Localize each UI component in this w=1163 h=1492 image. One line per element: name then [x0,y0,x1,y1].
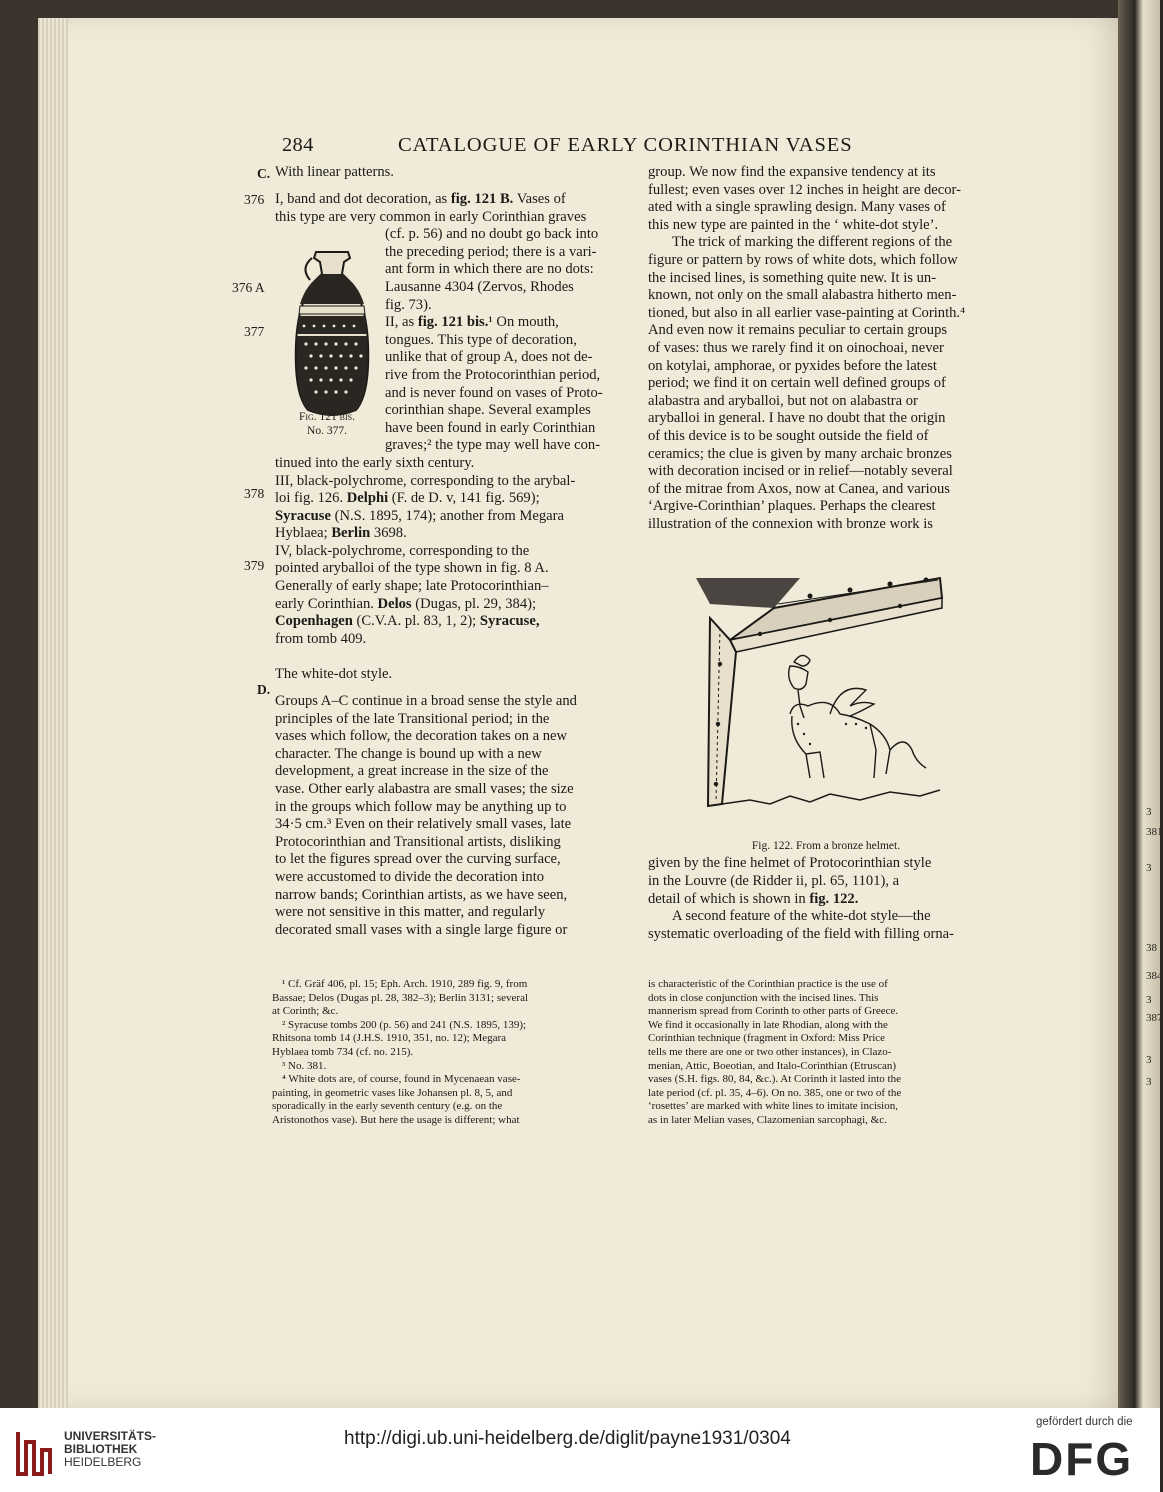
section-d-title: The white-dot style. [275,666,393,683]
entry-376-line [275,191,629,209]
entry-376-line: (cf. p. 56) and no doubt go back into [385,226,599,243]
entry-378-line [275,508,629,526]
paragraph-line: given by the fine helmet of Protocorinthian style [648,855,932,872]
university-library-logo-icon[interactable] [14,1428,54,1478]
paragraph-line: of vases: thus we rarely find it on oinochoai, never [648,339,944,356]
paragraph-line: tioned, but also in all earlier vase-painting at Corinth.⁴ [648,304,966,321]
footnote-line: at Corinth; &c. [272,1005,339,1018]
footnote-line: late period (cf. pl. 35, 4–6). On no. 385, one or two of the [648,1086,902,1099]
paragraph-line: to let the figures spread over the curving surface, [275,851,561,868]
gutter-number: 384 [1146,970,1163,982]
paragraph-line: figure or pattern by rows of white dots, which follow [648,251,958,268]
footnote-line: mannerism spread from Corinth to other parts of Greece. [648,1005,899,1018]
footnotes-left [272,978,628,1128]
site-name: Copenhagen [275,613,353,630]
entry-number-376a: 376 A [232,280,265,295]
site-name: Syracuse [275,507,331,524]
text: 3698. [370,525,407,542]
caption-line: No. 377. [307,425,347,437]
footnote-line: is characteristic of the Corinthian practice is the use of [648,978,888,990]
entry-377-line: and is never found on vases of Proto- [385,384,603,401]
footnote-line: menian, Attic, Boeotian, and Italo-Corinthian (Etruscan) [648,1059,897,1072]
footnote-line: ⁴ White dots are, of course, found in Mycenaean vase- [282,1073,521,1086]
entry-377-line: tinued into the early sixth century. [275,454,475,471]
paragraph-line: Groups A–C continue in a broad sense the style and [275,693,577,710]
paragraph-line: the incised lines, is something quite new. It is un- [648,269,937,286]
entry-379-line: IV, black-polychrome, corresponding to the [275,542,530,559]
paragraph-line: aryballoi in general. I have no doubt that the origin [648,410,946,427]
paragraph-line: with decoration incised or in relief—notably several [648,463,953,480]
footnote-line: ² Syracuse tombs 200 (p. 56) and 241 (N.S. 1895, 139); [282,1018,527,1031]
viewer-footer [0,1408,1160,1492]
footnote-line: ³ No. 381. [282,1059,327,1072]
paragraph-line: decorated small vases with a single large figure or [275,921,568,938]
gutter-number: 3 [1146,1054,1152,1066]
entry-379-line: from tomb 409. [275,630,367,647]
text: Hyblaea; [275,525,332,542]
entry-number-376: 376 [244,192,265,207]
section-c-title: With linear patterns. [275,164,394,180]
gutter-number: 3 [1146,1076,1152,1088]
paragraph-line: And even now it remains peculiar to certain groups [648,322,948,339]
text: II, as [385,314,418,331]
site-name: Syracuse, [479,613,540,630]
footnote-line: as in later Melian vases, Clazomenian sarcophagi, &c. [648,1113,887,1126]
paragraph-line: of the mitrae from Axos, now at Canea, and various [648,480,950,497]
paragraph-line: principles of the late Transitional period; in the [275,710,550,727]
paragraph-line: ‘Argive-Corinthian’ plaques. Perhaps the clearest [648,498,936,515]
footnote-line: vases (S.H. figs. 80, 84, &c.). At Corinth it lasted into the [648,1073,901,1086]
site-name: Berlin [331,525,371,542]
entry-376-line: this type are very common in early Corinthian graves [275,208,587,225]
paragraph-line: narrow bands; Corinthian artists, as we have seen, [275,886,568,903]
text: ¹ On mouth, [488,314,559,331]
gutter-number: 387 [1146,1012,1163,1024]
text: (Dugas, pl. 29, 384); [411,595,537,612]
footnote-line: dots in close conjunction with the incised lines. This [648,991,879,1004]
paragraph-line: 34·5 cm.³ Even on their relatively small vases, late [275,816,572,833]
figure-122-bronze-helmet [690,574,946,836]
dfg-logo[interactable]: DFG [1030,1433,1134,1485]
paragraph-line: Protocorinthian and Transitional artists, disliking [275,833,561,850]
entry-378-line [275,525,629,543]
paragraph-line: illustration of the connexion with bronze work is [648,515,933,532]
entry-376-line: the preceding period; there is a vari- [385,243,597,260]
gutter-number: 3 [1146,994,1152,1006]
paragraph-line [648,891,1004,909]
footnote-line: Bassae; Delos (Dugas pl. 28, 382–3); Berlin 3131; several [272,991,529,1004]
entry-377-line: corinthian shape. Several examples [385,402,591,419]
entry-number-379: 379 [244,558,265,573]
paragraph-line: A second feature of the white-dot style—the [672,908,931,925]
gutter-number: 3 [1146,806,1152,818]
footnote-line: ¹ Cf. Gräf 406, pl. 15; Eph. Arch. 1910, 289 fig. 9, from [282,978,528,990]
facing-page-numbers [1146,0,1163,1408]
paragraph-line: vases which follow, the decoration takes on a new [275,728,568,745]
entry-377-line [385,314,629,332]
logo-line: HEIDELBERG [64,1455,142,1469]
figure-121-caption [272,410,382,438]
entry-378-line [275,490,629,508]
entry-376-line: Lausanne 4304 (Zervos, Rhodes [385,278,574,295]
running-title: CATALOGUE OF EARLY CORINTHIAN VASES [398,134,853,156]
text: early Corinthian. [275,595,378,612]
text: I, band and dot decoration, as [275,191,451,207]
footnote-line: Rhitsona tomb 14 (J.H.S. 1910, 351, no. 12); Megara [272,1032,507,1045]
paragraph-line: ceramics; the clue is given by many archaic bronzes [648,445,952,462]
footnote-line: ‘rosettes’ are marked with white lines to imitate incision, [648,1100,898,1113]
paragraph-line: were not sensitive in this matter, and regularly [275,904,546,921]
entry-number-378: 378 [244,486,265,501]
footnote-line: Hyblaea tomb 734 (cf. no. 215). [272,1045,414,1058]
entry-379-line: Generally of early shape; late Protocorinthian– [275,578,549,595]
entry-377-line: unlike that of group A, does not de- [385,349,593,366]
gutter-number: 38 [1146,942,1157,954]
footnote-line: Corinthian technique (fragment in Oxford: Miss Price [648,1032,886,1045]
entry-377-line: tongues. This type of decoration, [385,331,577,348]
paragraph-line: alabastra and aryballoi, but not on alabastra or [648,392,918,409]
paragraph-line: systematic overloading of the field with filling orna- [648,925,954,942]
page-edge [38,18,68,1408]
entry-379-line: pointed aryballoi of the type shown in fig. 8 A. [275,560,549,577]
paragraph-line: character. The change is bound up with a new [275,745,542,762]
paragraph-line: fullest; even vases over 12 inches in height are decor- [648,181,961,198]
paragraph-line: of this device is to be sought outside the field of [648,427,929,444]
paragraph-line: ated with a single sprawling design. Many vases of [648,199,946,216]
footnote-line: tells me there are one or two other instances), in Clazo- [648,1045,892,1058]
text: (C.V.A. pl. 83, 1, 2); [352,613,480,630]
figure-reference: fig. 121 bis. [417,314,489,331]
paragraph-line: development, a great increase in the size of the [275,763,549,780]
paragraph-line: group. We now find the expansive tendency at its [648,164,936,180]
logo-line: BIBLIOTHEK [64,1442,138,1456]
paragraph-line: in the Louvre (de Ridder ii, pl. 65, 1101), a [648,873,900,890]
figure-122-caption: Fig. 122. From a bronze helmet. [751,840,901,852]
entry-378-line: III, black-polychrome, corresponding to the arybal- [275,472,576,489]
text: (F. de D. v, 141 fig. 569); [388,490,540,507]
logo-line: UNIVERSITÄTS- [64,1429,157,1443]
paragraph-line: in the groups which follow may be anything up to [275,798,567,815]
gutter-number: 3 [1146,862,1152,874]
footnote-line: sporadically in the early seventh century (e.g. on the [272,1100,503,1113]
entry-number-377: 377 [244,324,265,339]
site-name: Delos [377,595,412,612]
page-number: 284 [282,134,314,156]
paragraph-line: vase. Other early alabastra are small vases; the size [275,781,574,797]
text: Vases of [513,191,566,207]
figure-121-bis-alabastron [286,244,378,426]
entry-377-line: have been found in early Corinthian [385,419,596,436]
entry-379-line [275,613,629,631]
paragraph-line: known, not only on the small alabastra hitherto men- [648,287,957,304]
paragraph-line: were accustomed to divide the decoration into [275,868,545,885]
site-name: Delphi [346,490,389,507]
entry-376-line: ant form in which there are no dots: [385,261,594,278]
section-letter-c: C. [257,166,271,181]
footnote-line: Aristonothos vase). But here the usage is different; what [272,1113,520,1126]
caption-line: Fig. 121 bis. [298,411,356,423]
paragraph-line: this new type are painted in the ‘ white-dot style’. [648,216,939,233]
paragraph-line: period; we find it on certain well defined groups of [648,375,946,392]
paragraph-line: on kotylai, amphorae, or pyxides before the latest [648,357,937,374]
university-library-name[interactable] [64,1430,156,1469]
text: (N.S. 1895, 174); another from Megara [330,507,564,524]
paragraph-line: The trick of marking the different regions of the [672,234,953,251]
entry-377-line: graves;² the type may well have con- [385,437,601,454]
figure-reference: fig. 121 B. [450,191,514,207]
figure-reference: fig. 122. [809,890,859,907]
section-letter-d: D. [257,682,271,697]
permalink-url[interactable]: http://digi.ub.uni-heidelberg.de/diglit/payne1931/0304 [344,1428,791,1449]
footnote-line: We find it occasionally in late Rhodian, along with the [648,1018,888,1031]
funding-note: gefördert durch die [1036,1416,1133,1428]
footnotes-right [648,978,1004,1128]
entry-377-line: rive from the Protocorinthian period, [385,366,601,383]
gutter-number: 381 [1146,826,1163,838]
entry-379-line [275,596,629,614]
text: loi fig. 126. [275,490,347,507]
entry-376-line: fig. 73). [385,296,432,313]
footnote-line: painting, in geometric vases like Johansen pl. 8, 5, and [272,1086,513,1099]
text: detail of which is shown in [648,890,810,907]
